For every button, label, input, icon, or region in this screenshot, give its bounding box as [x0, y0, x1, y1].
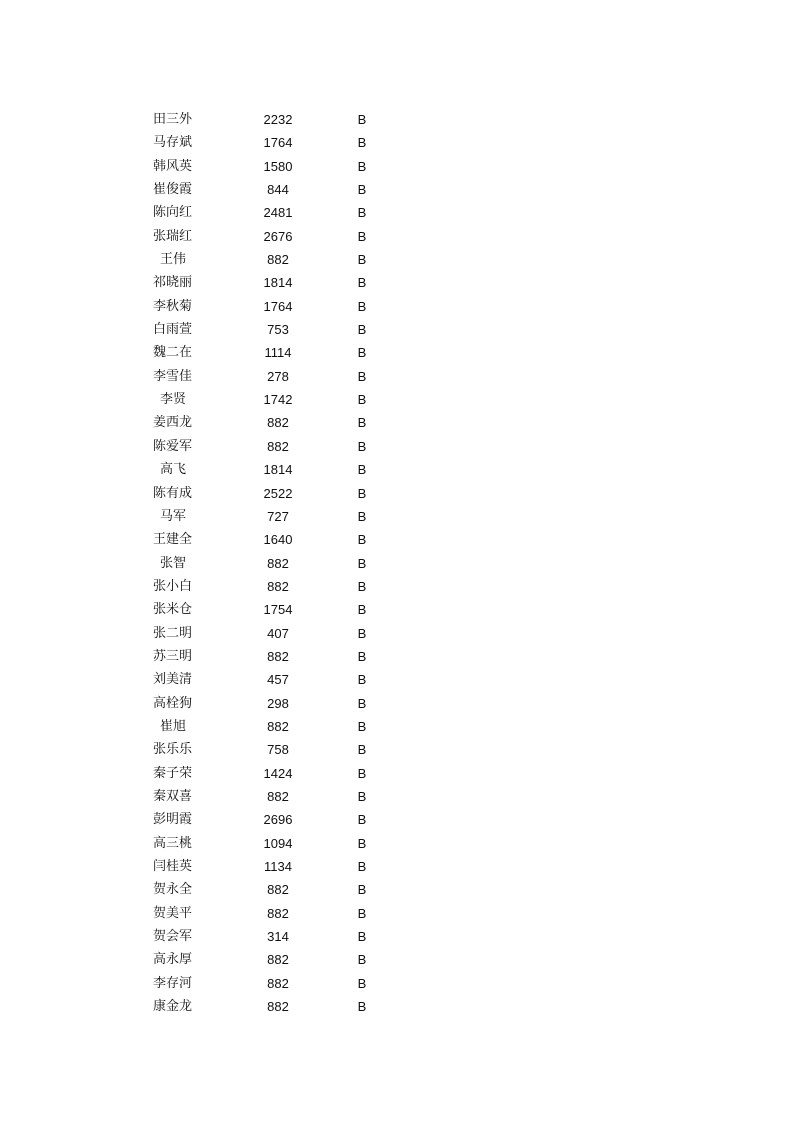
amount-cell: 882	[267, 438, 289, 454]
table-row	[0, 902, 793, 925]
table-row	[0, 995, 793, 1018]
name-cell: 李秋菊	[153, 298, 193, 314]
grade-cell: B	[357, 975, 367, 991]
table-row	[0, 598, 793, 621]
table-row	[0, 201, 793, 224]
amount-cell: 882	[267, 415, 289, 431]
table-row	[0, 668, 793, 691]
table-row	[0, 715, 793, 738]
name-cell: 马存斌	[153, 135, 193, 151]
name-cell: 闫桂英	[153, 859, 193, 874]
name-cell: 张乐乐	[153, 742, 193, 758]
amount-cell: 844	[267, 182, 289, 198]
amount-cell: 882	[267, 555, 289, 571]
amount-cell: 314	[267, 929, 289, 945]
grade-cell: B	[357, 275, 367, 291]
grade-cell: B	[357, 298, 367, 314]
table-row	[0, 925, 793, 948]
grade-cell: B	[357, 859, 367, 874]
amount-cell: 727	[267, 508, 289, 524]
table-row	[0, 505, 793, 528]
amount-cell: 1640	[263, 532, 293, 548]
grade-cell: B	[357, 345, 367, 361]
grade-cell: B	[357, 555, 367, 571]
amount-cell: 882	[267, 252, 289, 268]
table-row	[0, 365, 793, 388]
table-row	[0, 411, 793, 434]
amount-cell: 882	[267, 788, 289, 804]
name-cell: 高永厚	[153, 952, 193, 968]
table-row	[0, 878, 793, 901]
table-row	[0, 225, 793, 248]
table-row	[0, 552, 793, 575]
grade-cell: B	[357, 765, 367, 781]
name-cell: 崔俊霞	[153, 182, 193, 198]
name-cell: 韩风英	[153, 158, 193, 174]
table-row	[0, 435, 793, 458]
name-cell: 张米仓	[153, 602, 193, 618]
table-row	[0, 785, 793, 808]
grade-cell: B	[357, 648, 367, 664]
grade-cell: B	[357, 205, 367, 221]
name-cell: 刘美清	[153, 672, 193, 688]
name-cell: 张小白	[153, 578, 193, 594]
amount-cell: 882	[267, 578, 289, 594]
amount-cell: 1114	[264, 345, 292, 361]
name-cell: 姜西龙	[153, 415, 193, 431]
table-row	[0, 762, 793, 785]
amount-cell: 882	[267, 882, 289, 898]
name-cell: 陈有成	[153, 485, 193, 501]
amount-cell: 758	[267, 742, 289, 758]
grade-cell: B	[357, 485, 367, 501]
grade-cell: B	[357, 135, 367, 151]
name-cell: 陈向红	[153, 205, 193, 221]
grade-cell: B	[357, 905, 367, 921]
table-row	[0, 178, 793, 201]
name-cell: 苏三明	[153, 648, 193, 664]
amount-cell: 1754	[263, 602, 293, 618]
grade-cell: B	[357, 672, 367, 688]
table-row	[0, 948, 793, 971]
name-cell: 高栓狗	[153, 695, 193, 711]
name-cell: 贺永全	[153, 882, 193, 898]
name-cell: 魏二在	[153, 345, 193, 361]
table-row	[0, 458, 793, 481]
amount-cell: 1814	[263, 462, 293, 478]
amount-cell: 1094	[263, 835, 293, 851]
grade-cell: B	[357, 392, 367, 408]
amount-cell: 1814	[263, 275, 293, 291]
amount-cell: 457	[267, 672, 289, 688]
name-cell: 祁晓丽	[153, 275, 193, 291]
grade-cell: B	[357, 462, 367, 478]
amount-cell: 298	[267, 695, 289, 711]
table-row	[0, 318, 793, 341]
table-row	[0, 808, 793, 831]
grade-cell: B	[357, 112, 367, 127]
grade-cell: B	[357, 602, 367, 618]
name-cell: 贺会军	[153, 929, 193, 945]
name-cell: 张瑞红	[153, 228, 193, 244]
amount-cell: 2232	[263, 112, 293, 127]
amount-cell: 882	[267, 718, 289, 734]
name-cell: 白雨萱	[153, 322, 193, 338]
table-row	[0, 131, 793, 154]
grade-cell: B	[357, 228, 367, 244]
amount-cell: 1580	[263, 158, 293, 174]
amount-cell: 882	[267, 975, 289, 991]
grade-cell: B	[357, 929, 367, 945]
name-cell: 贺美平	[153, 905, 193, 921]
grade-cell: B	[357, 812, 367, 828]
name-cell: 李存河	[153, 975, 193, 991]
name-cell: 崔旭	[160, 718, 187, 734]
name-cell: 马军	[160, 508, 187, 524]
grade-cell: B	[357, 788, 367, 804]
table-row	[0, 248, 793, 271]
amount-cell: 882	[267, 648, 289, 664]
grade-cell: B	[357, 718, 367, 734]
name-cell: 田三外	[153, 112, 193, 127]
grade-cell: B	[357, 882, 367, 898]
amount-cell: 2696	[263, 812, 293, 828]
amount-cell: 1764	[263, 298, 293, 314]
table-row	[0, 645, 793, 668]
grade-cell: B	[357, 158, 367, 174]
name-cell: 王伟	[160, 252, 187, 268]
grade-cell: B	[357, 438, 367, 454]
grade-cell: B	[357, 415, 367, 431]
grade-cell: B	[357, 508, 367, 524]
table-row	[0, 575, 793, 598]
table-row	[0, 295, 793, 318]
table-row	[0, 855, 793, 878]
amount-cell: 2676	[263, 228, 293, 244]
table-row	[0, 832, 793, 855]
amount-cell: 753	[267, 322, 289, 338]
amount-cell: 1424	[263, 765, 293, 781]
amount-cell: 1764	[263, 135, 293, 151]
amount-cell: 407	[267, 625, 289, 641]
name-cell: 李贤	[160, 392, 187, 408]
table-row	[0, 108, 793, 131]
table-row	[0, 388, 793, 411]
table-row	[0, 528, 793, 551]
amount-cell: 882	[267, 999, 289, 1015]
grade-cell: B	[357, 578, 367, 594]
name-cell: 康金龙	[153, 999, 193, 1015]
table-row	[0, 271, 793, 294]
grade-cell: B	[357, 999, 367, 1015]
name-cell: 高飞	[160, 462, 187, 478]
amount-cell: 278	[267, 368, 289, 384]
data-sheet	[0, 108, 793, 1018]
name-cell: 张二明	[153, 625, 193, 641]
name-cell: 秦子荣	[153, 765, 193, 781]
table-row	[0, 341, 793, 364]
grade-cell: B	[357, 182, 367, 198]
grade-cell: B	[357, 742, 367, 758]
grade-cell: B	[357, 952, 367, 968]
amount-cell: 2481	[263, 205, 293, 221]
amount-cell: 882	[267, 905, 289, 921]
grade-cell: B	[357, 625, 367, 641]
name-cell: 张智	[160, 555, 187, 571]
table-row	[0, 155, 793, 178]
name-cell: 李雪佳	[153, 368, 193, 384]
table-row	[0, 692, 793, 715]
grade-cell: B	[357, 695, 367, 711]
amount-cell: 882	[267, 952, 289, 968]
grade-cell: B	[357, 252, 367, 268]
amount-cell: 1742	[263, 392, 293, 408]
table-row	[0, 972, 793, 995]
name-cell: 秦双喜	[153, 788, 193, 804]
name-cell: 彭明霞	[153, 812, 193, 828]
grade-cell: B	[357, 532, 367, 548]
table-row	[0, 622, 793, 645]
table-row	[0, 482, 793, 505]
table-row	[0, 738, 793, 761]
name-cell: 王建全	[153, 532, 193, 548]
grade-cell: B	[357, 368, 367, 384]
name-cell: 陈爱军	[153, 438, 193, 454]
grade-cell: B	[357, 322, 367, 338]
amount-cell: 1134	[264, 859, 292, 874]
name-cell: 高三桃	[153, 835, 193, 851]
amount-cell: 2522	[263, 485, 293, 501]
grade-cell: B	[357, 835, 367, 851]
